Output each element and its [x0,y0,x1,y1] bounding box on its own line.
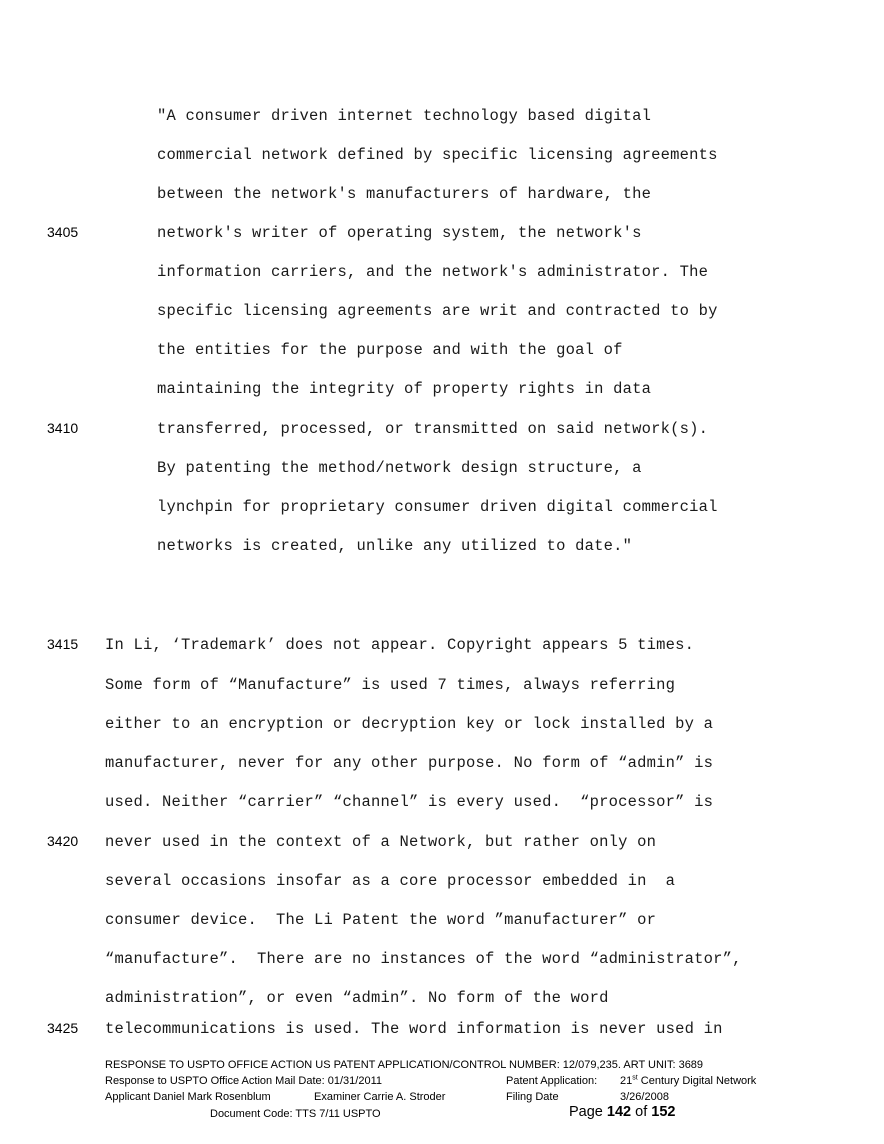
quote-line: specific licensing agreements are writ and contracted to by [157,302,718,320]
body-line: never used in the context of a Network, but rather only on [105,833,657,851]
page-total: 152 [651,1104,676,1120]
title-rest: Century Digital Network [637,1075,757,1087]
body-line: administration”, or even “admin”. No form of the word [105,989,609,1007]
body-line: used. Neither “carrier” “channel” is every used. “processor” is [105,793,714,811]
body-line: either to an encryption or decryption key or lock installed by a [105,715,714,733]
footer-filing-date-label: Filing Date [506,1091,559,1103]
footer-patent-application-label: Patent Application: [506,1075,598,1087]
quote-line: "A consumer driven internet technology based digital [157,107,652,125]
quote-line: between the network's manufacturers of hardware, the [157,185,652,203]
footer-filing-date-value: 3/26/2008 [620,1091,669,1103]
title-number: 21 [620,1075,633,1087]
body-line: manufacturer, never for any other purpose. No form of “admin” is [105,754,714,772]
line-number: 3405 [47,224,79,240]
quote-line: transferred, processed, or transmitted on said network(s). [157,420,709,438]
quote-line: networks is created, unlike any utilized to date." [157,537,633,555]
body-line: In Li, ‘Trademark’ does not appear. Copyright appears 5 times. [105,636,695,654]
page-of: of [635,1104,648,1120]
body-line: consumer device. The Li Patent the word ”manufacturer” or [105,911,657,929]
quote-line: network's writer of operating system, the network's [157,224,642,242]
quote-line: By patenting the method/network design structure, a [157,459,642,477]
footer-patent-application-title [620,1074,756,1088]
title-ordinal-suffix: st [632,1074,638,1082]
footer-document-code: Document Code: TTS 7/11 USPTO [210,1108,381,1120]
quote-line: information carriers, and the network's administrator. The [157,263,709,281]
body-line: Some form of “Manufacture” is used 7 times, always referring [105,676,676,694]
footer-examiner: Examiner Carrie A. Stroder [314,1091,446,1103]
body-line: telecommunications is used. The word information is never used in [105,1020,723,1038]
quote-line: maintaining the integrity of property rights in data [157,380,652,398]
page-current: 142 [606,1104,632,1120]
footer-page-number [569,1104,675,1120]
footer-response-line: RESPONSE TO USPTO OFFICE ACTION US PATENT APPLICATION/CONTROL NUMBER: 12/079,235. ART UNIT: 3689 [105,1059,704,1071]
quote-line: lynchpin for proprietary consumer driven digital commercial [157,498,718,516]
page-prefix: Page [569,1104,603,1120]
quote-line: commercial network defined by specific licensing agreements [157,146,718,164]
footer-applicant: Applicant Daniel Mark Rosenblum [105,1091,271,1103]
footer-mail-date: Response to USPTO Office Action Mail Date: 01/31/2011 [105,1075,382,1087]
line-number: 3425 [47,1020,79,1036]
line-number: 3410 [47,420,79,436]
line-number: 3420 [47,833,79,849]
body-line: “manufacture”. There are no instances of the word “administrator”, [105,950,742,968]
quote-line: the entities for the purpose and with the goal of [157,341,623,359]
body-line: several occasions insofar as a core processor embedded in a [105,872,676,890]
line-number: 3415 [47,636,79,652]
